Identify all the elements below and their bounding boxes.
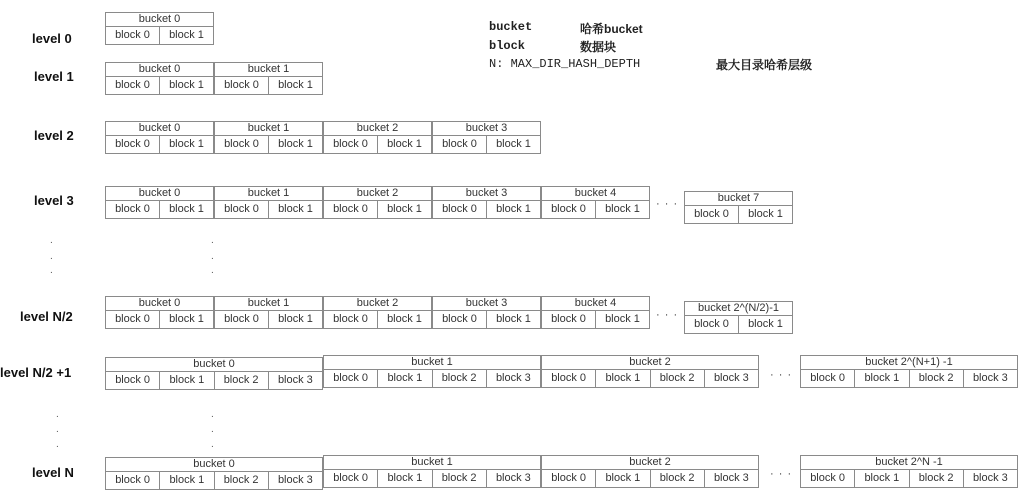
- block-cell: block 3: [704, 470, 758, 487]
- bucket-label: bucket 4: [542, 187, 649, 201]
- block-cell: block 0: [442, 313, 477, 325]
- vertical-ellipsis-dot: .: [211, 235, 214, 246]
- block-cell: block 0: [115, 138, 150, 150]
- bucket-label: bucket 1: [324, 456, 540, 470]
- levelnhalf-bucket4: [541, 296, 650, 329]
- level1-bucket0: [105, 62, 214, 95]
- block-cell: block 0: [224, 313, 259, 325]
- block-cell: block 1: [486, 311, 540, 328]
- legend-bucket-term: bucket: [489, 20, 533, 34]
- block-cell: block 1: [159, 77, 213, 94]
- block-cell: block 0: [694, 318, 729, 330]
- block-cell: block 1: [159, 27, 213, 44]
- block-cell: block 0: [115, 374, 151, 386]
- block-cell: block 1: [377, 136, 431, 153]
- bucket-label: bucket 0: [106, 187, 213, 201]
- vertical-ellipsis-dot: .: [50, 251, 53, 262]
- vertical-ellipsis-dot: .: [56, 424, 59, 435]
- vertical-ellipsis-dot: .: [211, 409, 214, 420]
- bucket-label: bucket 2^(N/2)-1: [685, 302, 792, 316]
- block-cell: block 1: [595, 201, 649, 218]
- block-cell: block 1: [268, 136, 322, 153]
- block-cell: block 3: [268, 372, 322, 389]
- legend-block-desc: 数据块: [580, 40, 617, 54]
- block-cell: block 1: [854, 470, 908, 487]
- bucket-label: bucket 3: [433, 122, 540, 136]
- block-cell: block 0: [115, 474, 151, 486]
- bucket-label: bucket 1: [215, 122, 322, 136]
- block-cell: block 1: [377, 370, 431, 387]
- level-n-label: level N: [32, 465, 74, 480]
- vertical-ellipsis-dot: .: [56, 439, 59, 450]
- bucket-label: bucket 2^(N+1) -1: [801, 356, 1017, 370]
- levelnhalf-bucket2: [323, 296, 432, 329]
- vertical-ellipsis-dot: .: [56, 409, 59, 420]
- bucket-label: bucket 2: [542, 356, 758, 370]
- bucket-label: bucket 2: [324, 187, 431, 201]
- block-cell: block 0: [551, 472, 587, 484]
- block-cell: block 3: [268, 472, 322, 489]
- ellipsis: · · ·: [770, 369, 793, 381]
- levelnhalf-bucket-last: [684, 301, 793, 334]
- bucket-label: bucket 2: [542, 456, 758, 470]
- block-cell: block 1: [159, 372, 213, 389]
- levelnhalfplus1-bucket1: [323, 355, 541, 388]
- level2-bucket3: [432, 121, 541, 154]
- bucket-label: bucket 0: [106, 63, 213, 77]
- block-cell: block 2: [432, 470, 486, 487]
- bucket-label: bucket 1: [215, 63, 322, 77]
- levelnhalfplus1-bucket2: [541, 355, 759, 388]
- block-cell: block 1: [268, 201, 322, 218]
- legend-block-term: block: [489, 39, 526, 53]
- vertical-ellipsis-dot: .: [211, 251, 214, 262]
- block-cell: block 0: [115, 29, 150, 41]
- vertical-ellipsis-dot: .: [50, 265, 53, 276]
- block-cell: block 1: [595, 370, 649, 387]
- block-cell: block 1: [377, 311, 431, 328]
- bucket-label: bucket 1: [215, 187, 322, 201]
- bucket-label: bucket 0: [106, 358, 322, 372]
- block-cell: block 0: [333, 313, 368, 325]
- levelnhalfplus1-bucket0: [105, 357, 323, 390]
- level3-bucket0: [105, 186, 214, 219]
- block-cell: block 1: [377, 201, 431, 218]
- block-cell: block 1: [486, 136, 540, 153]
- block-cell: block 1: [595, 311, 649, 328]
- bucket-label: bucket 3: [433, 187, 540, 201]
- block-cell: block 0: [224, 79, 259, 91]
- legend-bucket-desc: 哈希bucket: [580, 22, 643, 36]
- levelnhalf-bucket1: [214, 296, 323, 329]
- block-cell: block 1: [486, 201, 540, 218]
- level-1-label: level 1: [34, 69, 74, 84]
- bucket-label: bucket 0: [106, 13, 213, 27]
- levelnhalf-bucket0: [105, 296, 214, 329]
- block-cell: block 0: [115, 203, 150, 215]
- block-cell: block 1: [159, 201, 213, 218]
- level2-bucket0: [105, 121, 214, 154]
- block-cell: block 1: [159, 472, 213, 489]
- levelnhalf-bucket3: [432, 296, 541, 329]
- level0-bucket0: [105, 12, 214, 45]
- block-cell: block 1: [377, 470, 431, 487]
- block-cell: block 2: [214, 372, 268, 389]
- block-cell: block 1: [595, 470, 649, 487]
- block-cell: block 1: [738, 206, 792, 223]
- block-cell: block 0: [810, 372, 846, 384]
- level2-bucket1: [214, 121, 323, 154]
- bucket-label: bucket 2: [324, 297, 431, 311]
- block-cell: block 0: [333, 372, 369, 384]
- block-cell: block 0: [442, 138, 477, 150]
- bucket-label: bucket 7: [685, 192, 792, 206]
- block-cell: block 0: [551, 313, 586, 325]
- level3-bucket2: [323, 186, 432, 219]
- leveln-bucket0: [105, 457, 323, 490]
- bucket-label: bucket 0: [106, 297, 213, 311]
- level-0-label: level 0: [32, 31, 72, 46]
- block-cell: block 1: [854, 370, 908, 387]
- ellipsis: · · ·: [656, 309, 679, 321]
- leveln-bucket-last: [800, 455, 1018, 488]
- block-cell: block 2: [909, 370, 963, 387]
- bucket-label: bucket 2^N -1: [801, 456, 1017, 470]
- level2-bucket2: [323, 121, 432, 154]
- block-cell: block 0: [224, 203, 259, 215]
- block-cell: block 0: [694, 208, 729, 220]
- block-cell: block 3: [486, 370, 540, 387]
- block-cell: block 0: [115, 313, 150, 325]
- bucket-label: bucket 1: [215, 297, 322, 311]
- vertical-ellipsis-dot: .: [211, 424, 214, 435]
- level-n-half-label: level N/2: [20, 309, 73, 324]
- ellipsis: · · ·: [656, 198, 679, 210]
- level3-bucket1: [214, 186, 323, 219]
- block-cell: block 0: [333, 203, 368, 215]
- level1-bucket1: [214, 62, 323, 95]
- bucket-label: bucket 1: [324, 356, 540, 370]
- block-cell: block 3: [963, 370, 1017, 387]
- bucket-label: bucket 0: [106, 458, 322, 472]
- level-3-label: level 3: [34, 193, 74, 208]
- block-cell: block 3: [486, 470, 540, 487]
- block-cell: block 0: [333, 138, 368, 150]
- legend-n-term: N: MAX_DIR_HASH_DEPTH: [489, 57, 641, 71]
- bucket-label: bucket 0: [106, 122, 213, 136]
- level3-bucket7: [684, 191, 793, 224]
- block-cell: block 0: [333, 472, 369, 484]
- level-2-label: level 2: [34, 128, 74, 143]
- bucket-label: bucket 2: [324, 122, 431, 136]
- level3-bucket4: [541, 186, 650, 219]
- vertical-ellipsis-dot: .: [211, 439, 214, 450]
- vertical-ellipsis-dot: .: [211, 265, 214, 276]
- block-cell: block 2: [650, 370, 704, 387]
- block-cell: block 0: [551, 203, 586, 215]
- block-cell: block 1: [159, 311, 213, 328]
- block-cell: block 3: [704, 370, 758, 387]
- block-cell: block 0: [224, 138, 259, 150]
- leveln-bucket2: [541, 455, 759, 488]
- leveln-bucket1: [323, 455, 541, 488]
- block-cell: block 0: [810, 472, 846, 484]
- block-cell: block 2: [432, 370, 486, 387]
- bucket-label: bucket 3: [433, 297, 540, 311]
- vertical-ellipsis-dot: .: [50, 235, 53, 246]
- ellipsis: · · ·: [770, 468, 793, 480]
- block-cell: block 1: [738, 316, 792, 333]
- bucket-label: bucket 4: [542, 297, 649, 311]
- block-cell: block 0: [115, 79, 150, 91]
- level3-bucket3: [432, 186, 541, 219]
- block-cell: block 2: [650, 470, 704, 487]
- block-cell: block 0: [551, 372, 587, 384]
- block-cell: block 1: [268, 311, 322, 328]
- block-cell: block 3: [963, 470, 1017, 487]
- level-n-half-plus-1-label: level N/2 +1: [0, 365, 72, 380]
- legend-n-desc: 最大目录哈希层级: [716, 58, 813, 72]
- block-cell: block 0: [442, 203, 477, 215]
- block-cell: block 2: [909, 470, 963, 487]
- levelnhalfplus1-bucket-last: [800, 355, 1018, 388]
- block-cell: block 2: [214, 472, 268, 489]
- block-cell: block 1: [268, 77, 322, 94]
- block-cell: block 1: [159, 136, 213, 153]
